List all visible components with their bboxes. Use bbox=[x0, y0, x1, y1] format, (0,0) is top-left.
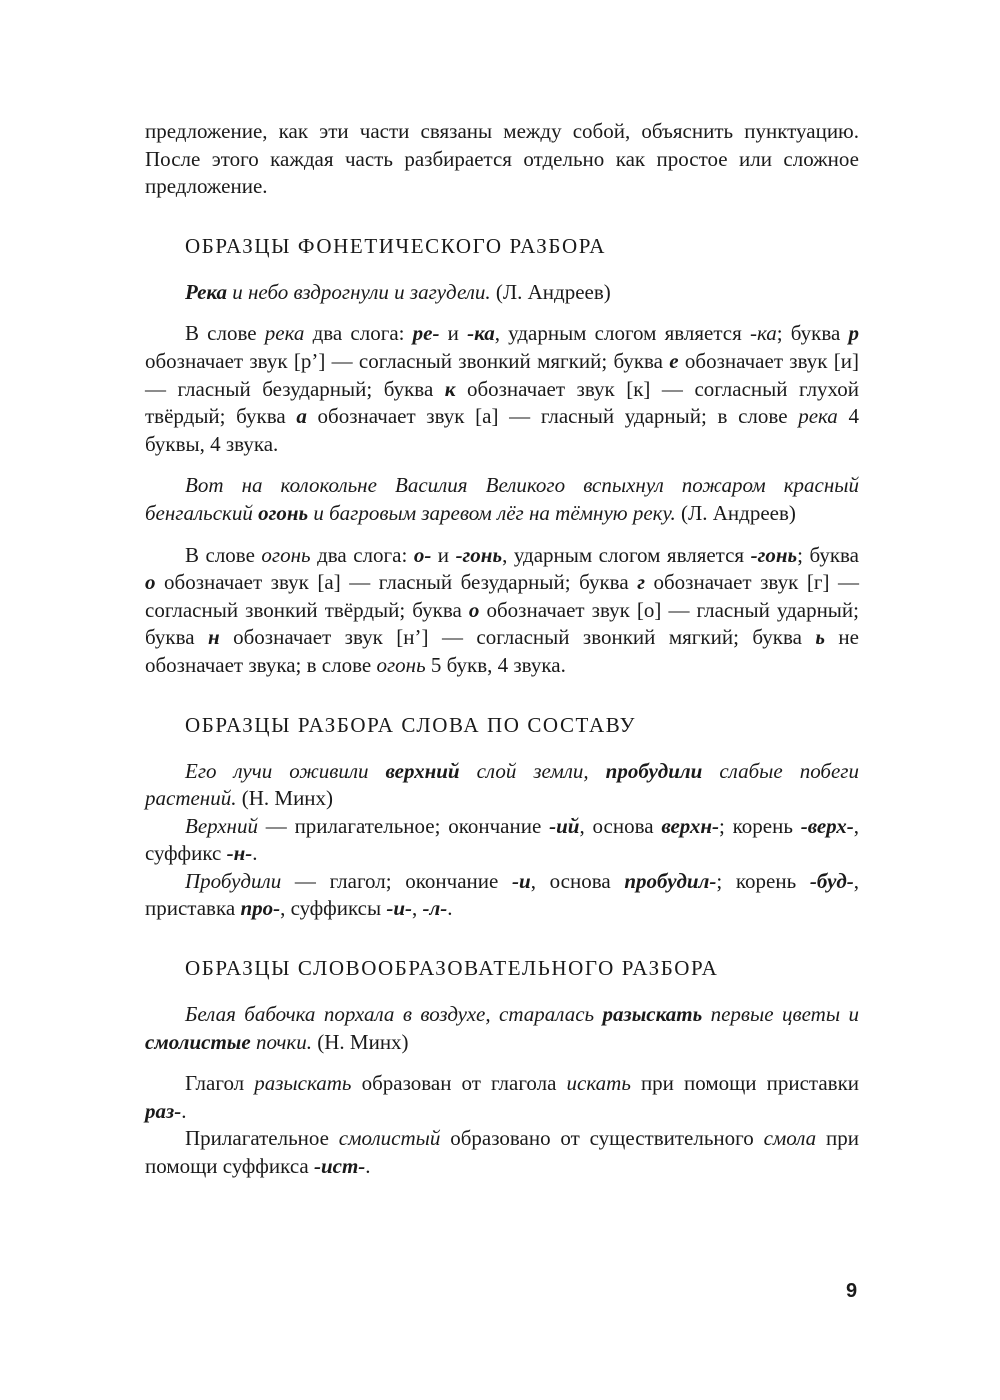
example-text: слабые побеги растений. bbox=[145, 758, 859, 811]
bold-word: -буд- bbox=[809, 868, 854, 893]
text-run: обозначает звук [а] — гласный ударный; в слове bbox=[306, 404, 799, 429]
text-run: 5 букв, 4 звука. bbox=[425, 652, 566, 677]
intro-text: предложение, как эти части связаны между собой, объяснить пунктуацию. После этого каждая часть разбирается отдельно как простое или сложное предложение. bbox=[145, 119, 859, 199]
text-run: , суффикс bbox=[145, 813, 859, 866]
bold-word: о bbox=[145, 570, 156, 595]
italic-word: огонь bbox=[261, 542, 311, 567]
phonetic-analysis-1 bbox=[145, 320, 859, 458]
text-run: , bbox=[412, 896, 423, 921]
text-run: , суффиксы bbox=[280, 896, 387, 921]
text-run: . bbox=[252, 841, 258, 866]
text-run: два слога: bbox=[310, 542, 414, 567]
text-run: обозначает звук [о] — гласный ударный; буква bbox=[145, 597, 859, 650]
bold-word: -и- bbox=[386, 896, 413, 921]
italic-word: Пробудили bbox=[185, 868, 282, 893]
derivational-heading: ОБРАЗЦЫ СЛОВООБРАЗОВАТЕЛЬНОГО РАЗБОРА bbox=[185, 956, 719, 981]
text-run: обозначает звук [а] — гласный безударный; буква bbox=[155, 570, 638, 595]
text-run: 4 буквы, 4 звука. bbox=[145, 404, 859, 456]
phonetic-analysis-2 bbox=[145, 542, 859, 680]
text-run: обозначает звук [р’] — согласный звонкий мягкий; буква bbox=[145, 348, 670, 373]
example-keyword: пробудили bbox=[605, 758, 703, 783]
phonetic-heading: ОБРАЗЦЫ ФОНЕТИЧЕСКОГО РАЗБОРА bbox=[185, 233, 607, 258]
text-run: Глагол bbox=[185, 1071, 255, 1096]
example-author: (Л. Андреев) bbox=[490, 279, 611, 304]
text-run: , ударным слогом является bbox=[502, 542, 751, 567]
italic-word: река bbox=[264, 321, 305, 346]
example-text: Его лучи оживили bbox=[185, 758, 386, 783]
morphemic-analysis-2 bbox=[145, 868, 859, 923]
text-run: , приставка bbox=[145, 868, 860, 921]
text-run: обозначает звук [н’] — согласный звонкий мягкий; буква bbox=[219, 625, 816, 650]
page-number: 9 bbox=[846, 1280, 858, 1302]
text-run: . bbox=[447, 896, 453, 921]
morphemic-heading: ОБРАЗЦЫ РАЗБОРА СЛОВА ПО СОСТАВУ bbox=[185, 712, 637, 737]
example-keyword: верхний bbox=[385, 758, 460, 783]
text-run: ; буква bbox=[776, 321, 849, 346]
text-run: . bbox=[181, 1098, 187, 1123]
text-run: , основа bbox=[579, 813, 662, 838]
bold-word: -ий bbox=[549, 813, 580, 838]
morphemic-example bbox=[145, 758, 859, 813]
text-run: обозначает звук [г] — согласный звонкий твёрдый; буква bbox=[145, 570, 860, 622]
bold-word: -ка bbox=[467, 321, 495, 346]
bold-word: -ист- bbox=[313, 1154, 366, 1179]
bold-word: г bbox=[637, 570, 645, 595]
text-run: и bbox=[439, 321, 468, 346]
derivational-analysis-2 bbox=[145, 1125, 859, 1180]
text-run: обозначает звук [к] — согласный глухой твёрдый; буква bbox=[145, 376, 859, 429]
text-run: ; буква bbox=[797, 542, 859, 567]
bold-word: пробудил- bbox=[624, 868, 717, 893]
text-run: ; корень bbox=[719, 813, 801, 838]
bold-word: н bbox=[208, 625, 220, 650]
bold-word: о bbox=[468, 597, 480, 622]
example-text: Вот на колокольне Василия Великого вспыхнул пожаром красный бенгальский bbox=[145, 473, 859, 525]
italic-word: огонь bbox=[376, 652, 426, 677]
italic-word: смолистый bbox=[338, 1126, 441, 1151]
bold-word: е bbox=[669, 348, 679, 373]
intro-paragraph bbox=[145, 118, 859, 201]
page-body bbox=[145, 118, 859, 1181]
text-run: не обозначает звука; в слове bbox=[145, 625, 859, 677]
text-run: Прилагательное bbox=[185, 1126, 339, 1151]
text-run: обозначает звук [и] — гласный безударный; буква bbox=[145, 348, 860, 401]
example-author: (Н. Минх) bbox=[236, 786, 334, 811]
phonetic-example-2 bbox=[145, 472, 859, 527]
bold-word: -гонь bbox=[455, 542, 503, 567]
bold-word: о- bbox=[413, 542, 432, 567]
italic-word: смола bbox=[763, 1126, 817, 1151]
italic-word: река bbox=[798, 404, 838, 429]
text-run: ; корень bbox=[716, 868, 810, 893]
example-text: и багровым заревом лёг на тёмную реку. bbox=[308, 500, 676, 525]
example-keyword: Река bbox=[185, 279, 228, 304]
bold-word: а bbox=[296, 404, 307, 429]
example-author: (Н. Минх) bbox=[312, 1029, 409, 1054]
italic-word: искать bbox=[566, 1071, 631, 1096]
text-run: , ударным слогом является bbox=[494, 321, 750, 346]
text-run: В слове bbox=[185, 542, 262, 567]
text-run: — глагол; окончание bbox=[281, 868, 513, 893]
example-keyword: огонь bbox=[258, 500, 309, 525]
italic-word: -ка bbox=[749, 321, 777, 346]
example-keyword: смолистые bbox=[145, 1029, 251, 1054]
italic-word: разыскать bbox=[254, 1071, 352, 1096]
bold-word: ре- bbox=[412, 321, 440, 346]
bold-word: верхн- bbox=[661, 813, 720, 838]
example-text: Белая бабочка порхала в воздухе, старалась bbox=[185, 1002, 603, 1027]
bold-word: -гонь bbox=[750, 542, 798, 567]
text-run: образован от глагола bbox=[351, 1071, 567, 1096]
bold-word: -верх- bbox=[800, 813, 854, 838]
text-run: при помощи приставки bbox=[630, 1071, 860, 1096]
text-run: при помощи суффикса bbox=[145, 1126, 859, 1179]
text-run: В слове bbox=[185, 321, 265, 346]
text-run: , основа bbox=[530, 868, 625, 893]
bold-word: -л- bbox=[422, 896, 448, 921]
text-run: и bbox=[431, 542, 456, 567]
bold-word: про- bbox=[240, 896, 281, 921]
bold-word: раз- bbox=[145, 1098, 182, 1123]
text-run: образовано от существительного bbox=[440, 1126, 764, 1151]
text-run: два слога: bbox=[304, 321, 413, 346]
text-run: — прилагательное; окончание bbox=[257, 813, 550, 838]
example-keyword: разыскать bbox=[602, 1002, 703, 1027]
morphemic-analysis-1 bbox=[145, 813, 859, 868]
bold-word: к bbox=[444, 376, 456, 401]
text-run: . bbox=[365, 1154, 371, 1179]
italic-word: Верхний bbox=[185, 813, 258, 838]
example-text: почки. bbox=[250, 1029, 312, 1054]
example-text: первые цветы и bbox=[702, 1002, 859, 1027]
example-text: слой земли, bbox=[459, 758, 606, 783]
example-text: и небо вздрогнули и загудели. bbox=[227, 279, 491, 304]
phonetic-example-1 bbox=[145, 279, 859, 307]
example-author: (Л. Андреев) bbox=[675, 500, 796, 525]
derivational-analysis-1 bbox=[145, 1070, 859, 1125]
bold-word: ь bbox=[815, 625, 825, 650]
derivational-example bbox=[145, 1001, 859, 1056]
bold-word: р bbox=[848, 321, 859, 346]
bold-word: -и bbox=[512, 868, 531, 893]
bold-word: -н- bbox=[226, 841, 253, 866]
